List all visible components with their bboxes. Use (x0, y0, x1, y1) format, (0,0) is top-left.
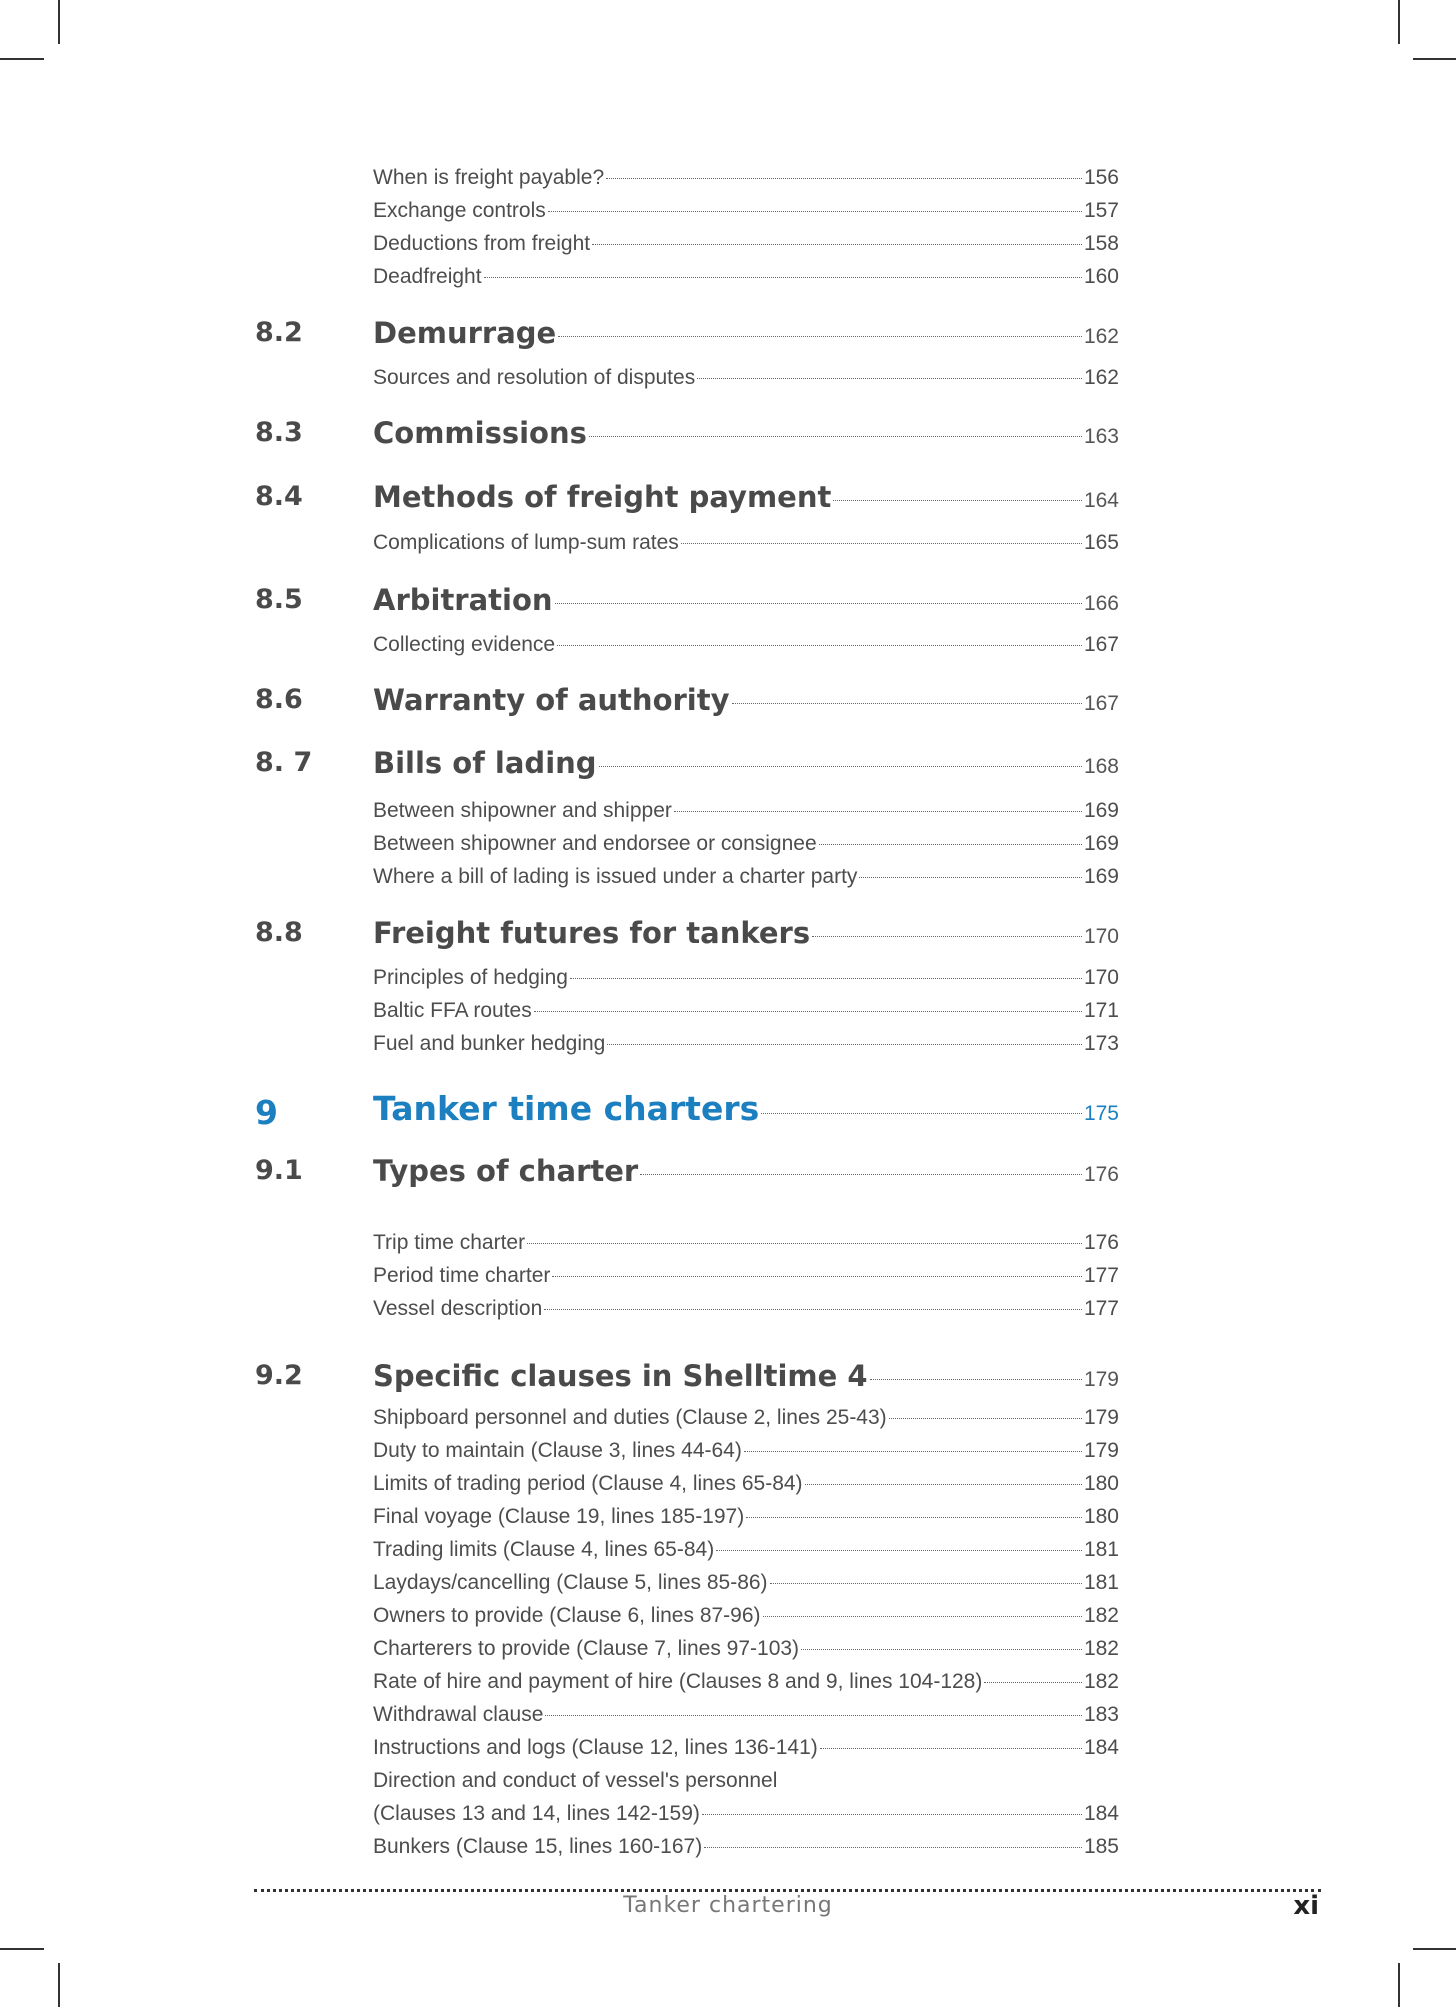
toc-page-number: 157 (1083, 199, 1119, 222)
toc-subentry[interactable] (373, 1700, 1119, 1730)
section-number: 9.1 (255, 1155, 303, 1186)
crop-mark (0, 1948, 44, 1950)
leader-dots (484, 277, 1082, 278)
section-number: 8.8 (255, 917, 303, 948)
toc-subentry-title: Between shipowner and endorsee or consignee (373, 832, 817, 855)
toc-page-number: 160 (1083, 265, 1119, 288)
leader-dots (527, 1243, 1082, 1244)
leader-dots (555, 603, 1082, 604)
section-title: Methods of freight payment (373, 480, 832, 514)
toc-subentry-title: Complications of lump-sum rates (373, 531, 679, 554)
toc-page-number: 173 (1083, 1032, 1119, 1055)
toc-subentry-title: Charterers to provide (Clause 7, lines 97-103) (373, 1637, 800, 1660)
toc-page-number: 167 (1083, 692, 1119, 715)
toc-page-number: 176 (1083, 1231, 1119, 1254)
section-title: Arbitration (373, 583, 553, 617)
toc-page-number: 169 (1083, 832, 1119, 855)
section-title: Bills of lading (373, 746, 597, 780)
leader-dots (746, 1517, 1082, 1518)
toc-section[interactable] (373, 580, 1119, 620)
toc-subentry[interactable] (373, 630, 1119, 660)
leader-dots (820, 1748, 1082, 1749)
toc-section[interactable] (373, 680, 1119, 720)
toc-subentry-title: (Clauses 13 and 14, lines 142-159) (373, 1802, 700, 1825)
toc-subentry-title: Period time charter (373, 1264, 551, 1287)
toc-page-number: 175 (1083, 1102, 1119, 1125)
footer-rule (254, 1889, 1321, 1892)
leader-dots (606, 178, 1082, 179)
toc-subentry-title: Bunkers (Clause 15, lines 160-167) (373, 1835, 703, 1858)
toc-section[interactable] (373, 1151, 1119, 1191)
leader-dots (763, 1616, 1082, 1617)
toc-page-number: 170 (1083, 966, 1119, 989)
leader-dots (599, 766, 1082, 767)
toc-page-number: 180 (1083, 1505, 1119, 1528)
toc-subentry-title: Deadfreight (373, 265, 482, 288)
crop-mark (58, 1963, 60, 2007)
toc-subentry[interactable] (373, 1568, 1119, 1598)
toc-page-number: 182 (1083, 1604, 1119, 1627)
leader-dots (570, 978, 1082, 979)
toc-page-number: 162 (1083, 366, 1119, 389)
toc-subentry-title: Fuel and bunker hedging (373, 1032, 606, 1055)
toc-section[interactable] (373, 477, 1119, 517)
toc-subentry-title: Collecting evidence (373, 633, 556, 656)
footer-page-number: xi (1293, 1891, 1319, 1921)
toc-subentry[interactable] (373, 1294, 1119, 1324)
crop-mark (1413, 58, 1456, 60)
leader-dots (870, 1379, 1082, 1380)
section-number: 9.2 (255, 1360, 303, 1391)
toc-subentry-title: Instructions and logs (Clause 12, lines 136-141) (373, 1736, 818, 1759)
crop-mark (1398, 0, 1400, 44)
toc-subentry[interactable] (373, 1601, 1119, 1631)
toc-subentry-title: Vessel description (373, 1297, 543, 1320)
toc-page-number: 156 (1083, 166, 1119, 189)
toc-subentry[interactable] (373, 363, 1119, 393)
toc-subentry-title: Baltic FFA routes (373, 999, 532, 1022)
toc-subentry-title: Rate of hire and payment of hire (Clauses 8 and 9, lines 104-128) (373, 1670, 983, 1693)
toc-subentry-title: Withdrawal clause (373, 1703, 544, 1726)
toc-subentry[interactable] (373, 1228, 1119, 1258)
toc-subentry[interactable] (373, 1733, 1119, 1763)
leader-dots (589, 436, 1082, 437)
section-number: 8.2 (255, 317, 303, 348)
leader-dots (744, 1451, 1082, 1452)
toc-section[interactable] (373, 413, 1119, 453)
toc-page-number: 179 (1083, 1368, 1119, 1391)
chapter-number: 9 (255, 1093, 278, 1132)
toc-subentry[interactable] (373, 1535, 1119, 1565)
toc-subentry-title: Trading limits (Clause 4, lines 65-84) (373, 1538, 715, 1561)
toc-subentry[interactable] (373, 262, 1119, 292)
toc-page-number: 162 (1083, 325, 1119, 348)
toc-subentry[interactable] (373, 963, 1119, 993)
toc-subentry-title: Exchange controls (373, 199, 546, 222)
leader-dots (819, 844, 1082, 845)
toc-page-number: 181 (1083, 1571, 1119, 1594)
toc-page-number: 182 (1083, 1670, 1119, 1693)
leader-dots (833, 500, 1082, 501)
leader-dots (761, 1113, 1082, 1114)
leader-dots (702, 1814, 1082, 1815)
toc-page-number: 177 (1083, 1264, 1119, 1287)
toc-page-number: 168 (1083, 755, 1119, 778)
toc-subentry-title: Limits of trading period (Clause 4, lines 65-84) (373, 1472, 803, 1495)
toc-subentry-title: Between shipowner and shipper (373, 799, 672, 822)
leader-dots (732, 703, 1082, 704)
footer-title: Tanker chartering (623, 1893, 833, 1918)
toc-section[interactable] (373, 1356, 1119, 1396)
toc-subentry-title: Trip time charter (373, 1231, 526, 1254)
leader-dots (534, 1011, 1082, 1012)
toc-page-number: 169 (1083, 799, 1119, 822)
section-title: Warranty of authority (373, 683, 730, 717)
leader-dots (681, 543, 1082, 544)
toc-page-number: 184 (1083, 1736, 1119, 1759)
section-title: Commissions (373, 416, 587, 450)
toc-subentry[interactable] (373, 1799, 1119, 1829)
toc-subentry[interactable] (373, 1832, 1119, 1862)
leader-dots (544, 1309, 1082, 1310)
leader-dots (607, 1044, 1082, 1045)
toc-subentry-title: Laydays/cancelling (Clause 5, lines 85-86) (373, 1571, 768, 1594)
section-number: 8. 7 (255, 747, 313, 778)
toc-subentry[interactable] (373, 196, 1119, 226)
section-number: 8.3 (255, 417, 303, 448)
leader-dots (889, 1418, 1082, 1419)
toc-subentry-title: Sources and resolution of disputes (373, 366, 696, 389)
toc-page-number: 180 (1083, 1472, 1119, 1495)
leader-dots (548, 211, 1082, 212)
toc-page-number: 182 (1083, 1637, 1119, 1660)
toc-subentry[interactable] (373, 1403, 1119, 1433)
toc-subentry-title: Owners to provide (Clause 6, lines 87-96) (373, 1604, 761, 1627)
toc-subentry[interactable] (373, 829, 1119, 859)
section-number: 8.5 (255, 584, 303, 615)
leader-dots (640, 1174, 1082, 1175)
toc-subentry[interactable] (373, 796, 1119, 826)
leader-dots (770, 1583, 1082, 1584)
leader-dots (557, 645, 1082, 646)
toc-page-number: 163 (1083, 425, 1119, 448)
toc-subentry[interactable] (373, 1436, 1119, 1466)
toc-subentry-title: Direction and conduct of vessel's personnel (373, 1769, 778, 1792)
crop-mark (1413, 1948, 1456, 1950)
section-number: 8.4 (255, 481, 303, 512)
toc-page-number: 179 (1083, 1406, 1119, 1429)
toc-page-number: 185 (1083, 1835, 1119, 1858)
toc-subentry[interactable] (373, 163, 1119, 193)
leader-dots (805, 1484, 1082, 1485)
leader-dots (545, 1715, 1082, 1716)
toc-page-number: 171 (1083, 999, 1119, 1022)
leader-dots (716, 1550, 1082, 1551)
toc-page-number: 183 (1083, 1703, 1119, 1726)
toc-subentry-title: Deductions from freight (373, 232, 591, 255)
toc-subentry[interactable] (373, 229, 1119, 259)
toc-page-number: 164 (1083, 489, 1119, 512)
toc-subentry-continued (373, 1766, 1119, 1796)
toc-subentry[interactable] (373, 1502, 1119, 1532)
toc-page-number: 177 (1083, 1297, 1119, 1320)
toc-subentry[interactable] (373, 1261, 1119, 1291)
toc-page-number: 165 (1083, 531, 1119, 554)
leader-dots (674, 811, 1082, 812)
toc-chapter[interactable] (373, 1089, 1119, 1129)
toc-section[interactable] (373, 313, 1119, 353)
section-title: Specific clauses in Shelltime 4 (373, 1359, 868, 1393)
crop-mark (0, 58, 44, 60)
toc-section[interactable] (373, 743, 1119, 783)
toc-subentry[interactable] (373, 1667, 1119, 1697)
crop-mark (1398, 1963, 1400, 2007)
toc-page-number: 184 (1083, 1802, 1119, 1825)
toc-page-number: 167 (1083, 633, 1119, 656)
toc-section[interactable] (373, 913, 1119, 953)
toc-page-number: 170 (1083, 925, 1119, 948)
toc-subentry-title: Shipboard personnel and duties (Clause 2, lines 25-43) (373, 1406, 887, 1429)
section-number: 8.6 (255, 684, 303, 715)
toc-page-number: 166 (1083, 592, 1119, 615)
toc-page-number: 176 (1083, 1163, 1119, 1186)
crop-mark (58, 0, 60, 44)
toc-subentry[interactable] (373, 1469, 1119, 1499)
section-title: Demurrage (373, 316, 557, 350)
toc-subentry-title: When is freight payable? (373, 166, 605, 189)
toc-subentry-title: Where a bill of lading is issued under a charter party (373, 865, 858, 888)
toc-subentry-title: Principles of hedging (373, 966, 568, 989)
leader-dots (697, 378, 1082, 379)
toc-subentry[interactable] (373, 996, 1119, 1026)
toc-page-number: 179 (1083, 1439, 1119, 1462)
toc-subentry[interactable] (373, 528, 1119, 558)
section-title: Freight futures for tankers (373, 916, 811, 950)
section-title: Types of charter (373, 1154, 639, 1188)
leader-dots (812, 936, 1082, 937)
leader-dots (704, 1847, 1082, 1848)
toc-subentry[interactable] (373, 1634, 1119, 1664)
toc-subentry-title: Final voyage (Clause 19, lines 185-197) (373, 1505, 745, 1528)
toc-subentry[interactable] (373, 862, 1119, 892)
leader-dots (558, 336, 1082, 337)
leader-dots (984, 1682, 1082, 1683)
toc-page-number: 169 (1083, 865, 1119, 888)
toc-page-number: 181 (1083, 1538, 1119, 1561)
toc-page-number: 158 (1083, 232, 1119, 255)
leader-dots (592, 244, 1082, 245)
leader-dots (801, 1649, 1082, 1650)
toc-subentry[interactable] (373, 1029, 1119, 1059)
leader-dots (859, 877, 1082, 878)
toc-subentry-title: Duty to maintain (Clause 3, lines 44-64) (373, 1439, 742, 1462)
chapter-title: Tanker time charters (373, 1089, 760, 1128)
leader-dots (552, 1276, 1082, 1277)
